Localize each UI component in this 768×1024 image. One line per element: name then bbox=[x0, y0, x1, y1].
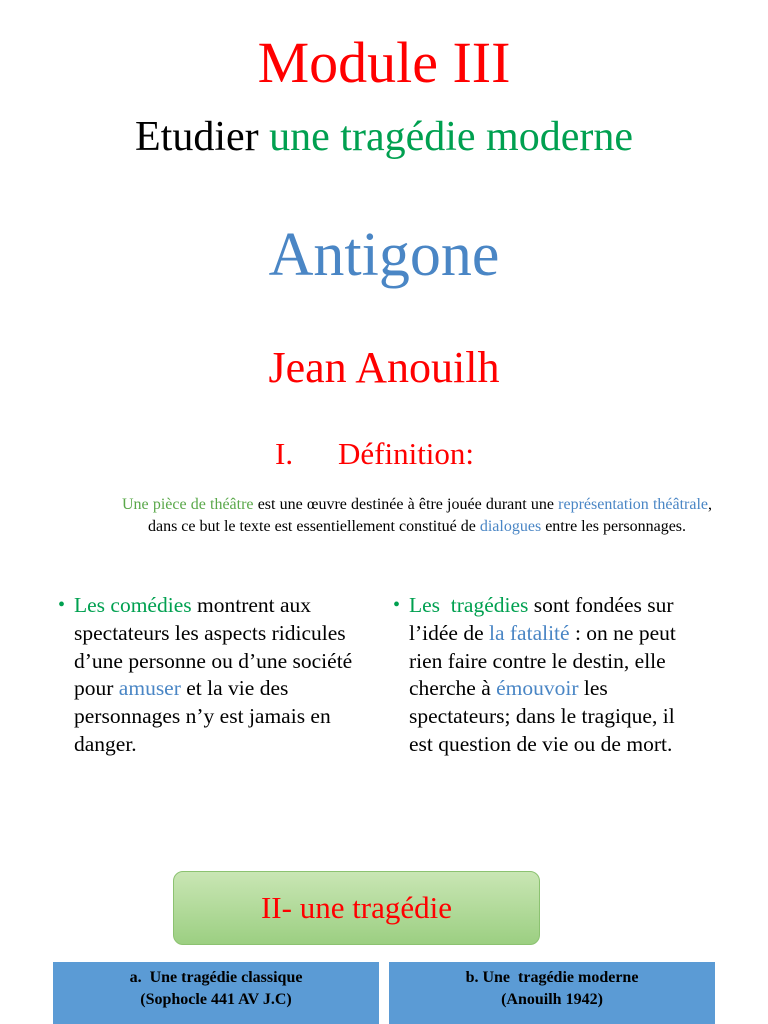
comedies-column bbox=[57, 592, 372, 759]
definition-text: , dans ce but le texte est essentiellement constitué de bbox=[147, 496, 713, 535]
tragedies-term-fatalite: la fatalité bbox=[489, 620, 570, 645]
modern-tragedy-box bbox=[389, 962, 715, 1024]
tragedies-text: sont fondées sur l’idée de bbox=[409, 593, 674, 645]
section-number: I. bbox=[275, 436, 294, 471]
comedies-bullet-item bbox=[57, 592, 372, 759]
module-title: Module III bbox=[257, 30, 511, 95]
comedies-term-amuser: amuser bbox=[118, 676, 181, 701]
tragedies-text: : on ne peut rien faire contre le destin, elle cherche à bbox=[409, 620, 676, 701]
subtitle-verb: Etudier bbox=[135, 114, 259, 160]
tragedies-bullet-item bbox=[392, 592, 697, 759]
play-title: Antigone bbox=[268, 221, 500, 289]
bullet-icon: • bbox=[58, 594, 66, 616]
tragedies-term-emouvoir: émouvoir bbox=[496, 676, 579, 701]
author-name: Jean Anouilh bbox=[268, 343, 500, 392]
classical-tragedy-box bbox=[53, 962, 379, 1024]
box-subheading: (Anouilh 1942) bbox=[501, 991, 603, 1008]
comedies-text: montrent aux spectateurs les aspects ridicules d’une personne ou d’une société pour bbox=[74, 593, 353, 701]
box-subheading: (Sophocle 441 AV J.C) bbox=[140, 991, 292, 1008]
section-heading-definition bbox=[275, 435, 474, 472]
section-title: Définition: bbox=[338, 436, 475, 471]
bullet-icon: • bbox=[393, 594, 401, 616]
definition-text: entre les personnages. bbox=[541, 518, 687, 535]
subtitle-topic: une tragédie moderne bbox=[269, 114, 633, 160]
definition-term: Une pièce de théâtre bbox=[122, 496, 254, 513]
tragedies-term: Les tragédies bbox=[409, 593, 529, 617]
section-title: II- une tragédie bbox=[260, 890, 453, 925]
definition-text: est une œuvre destinée à être jouée durant une bbox=[253, 496, 559, 513]
subtitle bbox=[0, 113, 768, 161]
box-heading: a. Une tragédie classique bbox=[129, 969, 303, 986]
tragedies-column bbox=[392, 592, 697, 759]
definition-term-dialogues: dialogues bbox=[479, 518, 542, 535]
comedies-text: et la vie des personnages n’y est jamais en danger. bbox=[74, 676, 331, 756]
box-heading: b. Une tragédie moderne bbox=[465, 969, 639, 986]
section-heading-tragedy bbox=[173, 871, 540, 945]
comedies-term: Les comédies bbox=[74, 593, 192, 617]
definition-paragraph bbox=[122, 494, 712, 538]
definition-term-representation: représentation théâtrale bbox=[558, 496, 709, 513]
tragedies-text: les spectateurs; dans le tragique, il est question de vie ou de mort. bbox=[409, 676, 675, 756]
